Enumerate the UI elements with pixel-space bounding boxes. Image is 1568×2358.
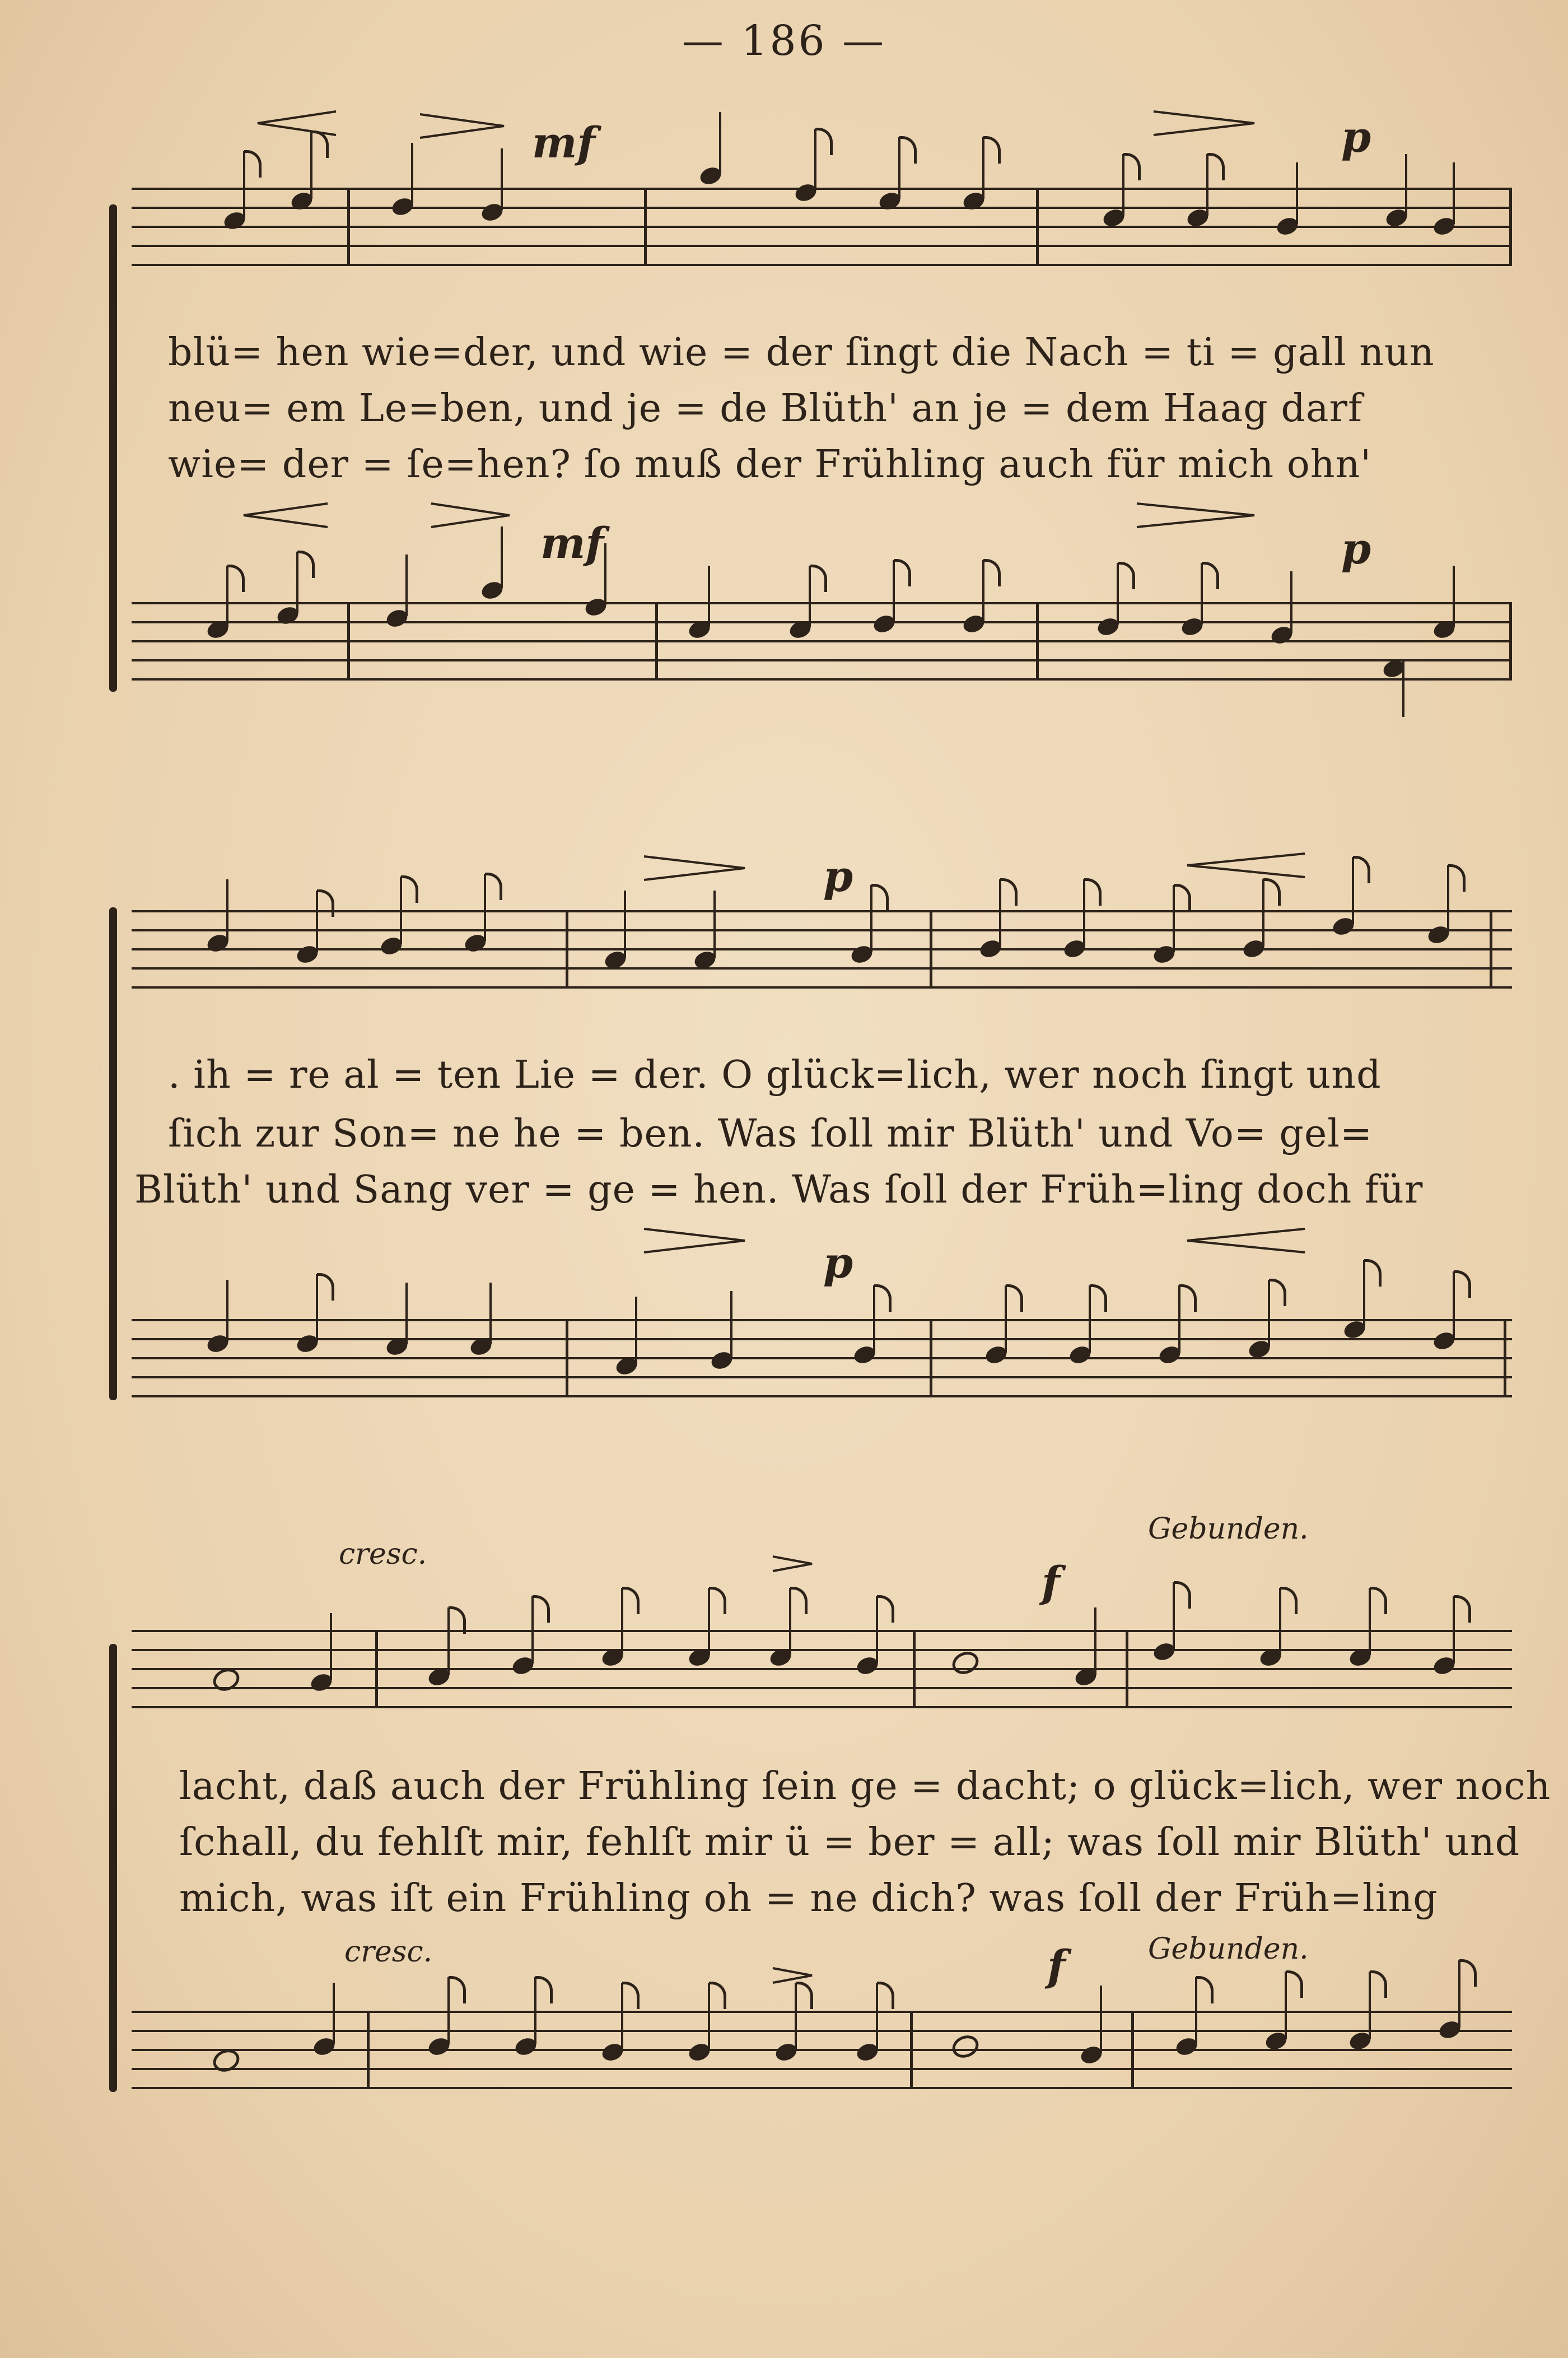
lower-staff xyxy=(132,1319,1512,1397)
decrescendo-hairpin xyxy=(638,1227,750,1257)
lyric-verse-3: Blüth' und Sang ver = ge = hen. Was ſoll der Früh=ling doch für xyxy=(134,1168,1424,1212)
dynamic-mark: f xyxy=(1042,1557,1060,1607)
system-brace xyxy=(109,204,117,692)
lower-staff xyxy=(132,602,1512,681)
page-number: — 186 — xyxy=(682,17,886,65)
decrescendo-hairpin xyxy=(1148,109,1260,139)
upper-staff xyxy=(132,188,1512,266)
lyric-verse-1: . ih = re al = ten Lie = der. O glück=lich, wer noch ſingt und xyxy=(168,1053,1382,1097)
lyric-verse-3: wie= der = ſe=hen? ſo muß der Frühling auch für mich ohn' xyxy=(168,442,1372,487)
lyric-verse-1: blü= hen wie=der, und wie = der ſingt die Nach = ti = gall nun xyxy=(168,330,1435,375)
decrescendo-hairpin xyxy=(638,854,750,884)
lyric-verse-1: lacht, daß auch der Frühling ſein ge = dacht; o glück=lich, wer noch xyxy=(179,1764,1551,1809)
lyric-verse-2: ſchall, du fehlſt mir, fehlſt mir ü = ber = all; was ſoll mir Blüth' und xyxy=(179,1820,1520,1865)
system-brace xyxy=(109,907,117,1400)
dynamic-mark: p xyxy=(823,851,853,901)
decrescendo-hairpin xyxy=(1131,501,1260,532)
crescendo-hairpin xyxy=(238,501,333,532)
lyric-verse-2: ſich zur Son= ne he = ben. Was ſoll mir Blüth' und Vo= gel= xyxy=(168,1112,1373,1156)
tempo-mark: Gebunden. xyxy=(1148,1512,1309,1546)
accent-mark xyxy=(770,1554,815,1576)
dynamic-mark: mf xyxy=(532,118,596,167)
accent-mark xyxy=(770,1966,815,1987)
upper-staff xyxy=(132,1630,1512,1708)
upper-staff xyxy=(132,910,1512,989)
dynamic-mark: p xyxy=(823,1238,853,1288)
expression-mark: cresc. xyxy=(339,1537,427,1571)
decrescendo-hairpin xyxy=(414,112,510,142)
dynamic-mark: p xyxy=(1341,112,1371,162)
tempo-mark: Gebunden. xyxy=(1148,1932,1309,1966)
crescendo-hairpin xyxy=(252,109,342,139)
crescendo-hairpin xyxy=(1182,1227,1310,1257)
crescendo-hairpin xyxy=(1182,851,1310,882)
dynamic-mark: p xyxy=(1341,524,1371,574)
dynamic-mark: mf xyxy=(540,518,604,568)
lyric-verse-3: mich, was iſt ein Frühling oh = ne dich? was ſoll der Früh=ling xyxy=(179,1876,1438,1921)
dynamic-mark: f xyxy=(1047,1941,1066,1991)
system-brace xyxy=(109,1644,117,2092)
lyric-verse-2: neu= em Le=ben, und je = de Blüth' an je = dem Haag darf xyxy=(168,386,1363,431)
expression-mark: cresc. xyxy=(344,1935,433,1969)
lower-staff xyxy=(132,2011,1512,2089)
